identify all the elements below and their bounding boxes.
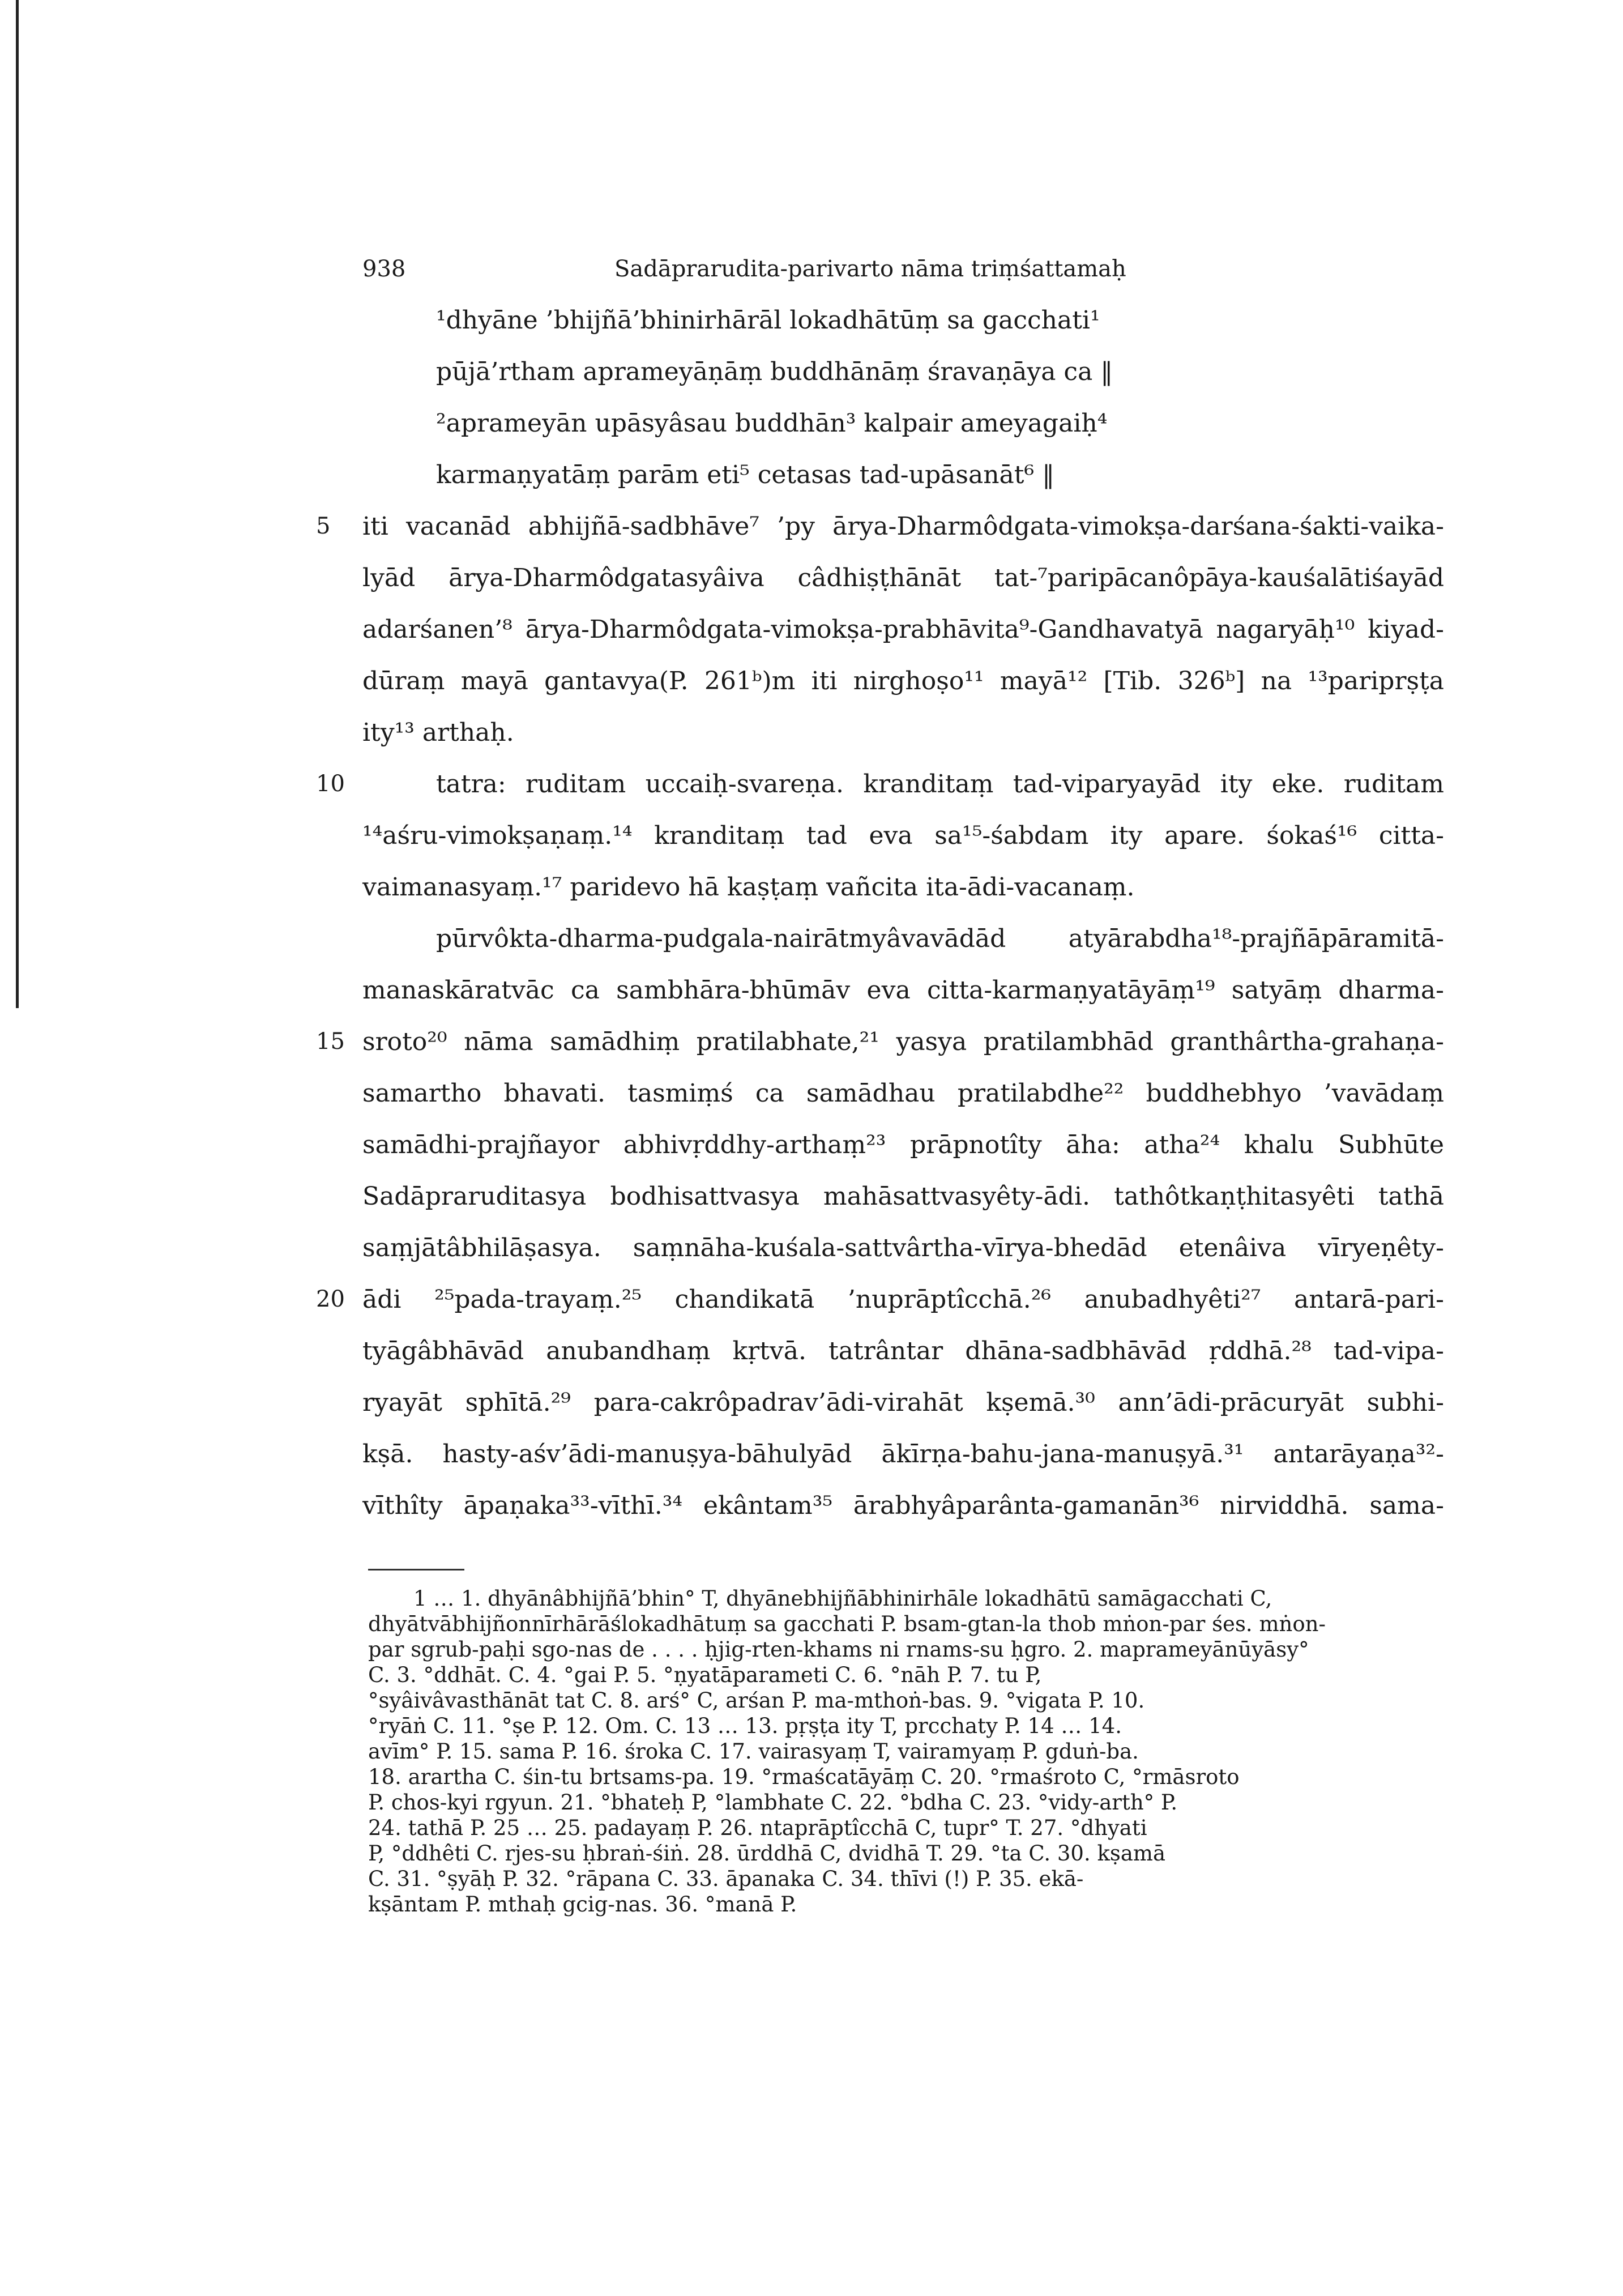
footnote-line: 1 … 1. dhyānâbhijñā’bhin° T, dhyānebhijñābhinirhāle lokadhātū samāgacchati C, <box>413 1586 1272 1611</box>
text-line <box>362 449 1444 501</box>
footnote-rule <box>368 1569 464 1571</box>
text-line <box>362 655 1444 707</box>
line-text: samādhi-prajñayor abhivṛddhy-arthaṃ²³ prāpnotîty āha: atha²⁴ khalu Subhūte <box>362 1130 1444 1159</box>
line-text: ¹⁴aśru-vimokṣaṇaṃ.¹⁴ kranditaṃ tad eva sa¹⁵-śabdam ity apare. śokaś¹⁶ citta- <box>362 821 1444 850</box>
line-text: dūraṃ mayā gantavya(P. 261ᵇ)m iti nirghoṣo¹¹ mayā¹² [Tib. 326ᵇ] na ¹³pariprṣṭa <box>362 667 1444 695</box>
footnote-line: dhyātvābhijñonnīrhārāślokadhātuṃ sa gacchati P. bsam-gtan-la thob mṅon-par śes. mṅon- <box>368 1612 1326 1636</box>
line-number: 20 <box>316 1286 345 1312</box>
line-text: pūjā’rtham aprameyāṇāṃ buddhānāṃ śravaṇāya ca ‖ <box>436 357 1113 386</box>
footnote-line: °ryāṅ C. 11. °ṣe P. 12. Om. C. 13 … 13. pṛṣṭa ity T, prcchaty P. 14 … 14. <box>368 1714 1122 1738</box>
page-number: 938 <box>362 256 406 282</box>
text-line <box>362 1068 1444 1119</box>
line-text: vaimanasyaṃ.¹⁷ paridevo hā kaṣṭaṃ vañcita ita-ādi-vacanaṃ. <box>362 873 1135 902</box>
line-text: tyāgâbhāvād anubandhaṃ kṛtvā. tatrântar dhāna-sadbhāvād ṛddhā.²⁸ tad-vipa- <box>362 1337 1444 1365</box>
line-text: lyād ārya-Dharmôdgatasyâiva câdhiṣṭhānāt tat-⁷paripācanôpāya-kauśalātiśayād <box>362 564 1444 592</box>
line-text: pūrvôkta-dharma-pudgala-nairātmyâvavādād atyārabdha¹⁸-prajñāpāramitā- <box>436 924 1444 953</box>
footnote-line: 24. tathā P. 25 … 25. padayaṃ P. 26. ntaprāptîcchā C, tupr° T. 27. °dhyati <box>368 1816 1147 1840</box>
footnotes <box>368 1586 1450 1917</box>
text-line <box>362 1119 1444 1171</box>
line-text: Sadāpraruditasya bodhisattvasya mahāsattvasyêty-ādi. tathôtkaṇṭhitasyêti tathā <box>362 1182 1444 1211</box>
footnote-line: °syâivâvasthānāt tat C. 8. arś° C, arśan P. ma-mthoṅ-bas. 9. °vigata P. 10. <box>368 1688 1145 1713</box>
footnote-line: avīm° P. 15. sama P. 16. śroka C. 17. vairasyaṃ T, vairamyaṃ P. gduṅ-ba. <box>368 1739 1139 1764</box>
line-number: 10 <box>316 771 345 797</box>
text-line <box>362 604 1444 655</box>
text-line <box>362 1222 1444 1274</box>
line-text: samartho bhavati. tasmiṃś ca samādhau pratilabdhe²² buddhebhyo ’vavādaṃ <box>362 1079 1444 1108</box>
text-line <box>362 1428 1444 1480</box>
line-number: 15 <box>316 1028 345 1055</box>
text-line <box>362 552 1444 604</box>
line-number: 5 <box>316 513 331 539</box>
text-line <box>362 295 1444 346</box>
footnote-line: par sgrub-paḥi sgo-nas de . . . . ḥjig-rten-khams ni rnams-su ḥgro. 2. maprameyānūyāsy° <box>368 1637 1309 1662</box>
line-text: manaskāratvāc ca sambhāra-bhūmāv eva citta-karmaṇyatāyāṃ¹⁹ satyāṃ dharma- <box>362 976 1444 1005</box>
line-text: adarśanen’⁸ ārya-Dharmôdgata-vimokṣa-prabhāvita⁹-Gandhavatyā nagaryāḥ¹⁰ kiyad- <box>362 615 1444 644</box>
footnote-line: 18. arartha C. śin-tu brtsams-pa. 19. °rmaścatāyāṃ C. 20. °rmaśroto C, °rmāsroto <box>368 1765 1240 1789</box>
footnote-line: P. chos-kyi rgyun. 21. °bhateḥ P, °lambhate C. 22. °bdha C. 23. °vidy-arth° P. <box>368 1790 1178 1815</box>
line-text: ādi ²⁵pada-trayaṃ.²⁵ chandikatā ’nuprāptîcchā.²⁶ anubadhyêti²⁷ antarā-pari- <box>362 1285 1444 1314</box>
line-text: ¹dhyāne ’bhijñā’bhinirhārāl lokadhātūṃ sa gacchati¹ <box>436 306 1100 335</box>
running-head <box>362 256 1438 296</box>
text-line <box>316 758 1444 810</box>
text-line <box>316 1016 1444 1068</box>
text-line <box>362 1325 1444 1377</box>
text-line <box>362 1377 1444 1428</box>
text-line <box>362 1480 1444 1531</box>
line-text: karmaṇyatāṃ parām eti⁵ cetasas tad-upāsanāt⁶ ‖ <box>436 460 1055 489</box>
line-text: ²aprameyān upāsyâsau buddhān³ kalpair ameyagaiḥ⁴ <box>436 409 1108 438</box>
line-text: tatra: ruditam uccaiḥ-svareṇa. kranditaṃ tad-viparyayād ity eke. ruditam <box>436 770 1444 799</box>
text-line <box>362 810 1444 861</box>
main-text <box>316 295 1444 1531</box>
line-text: kṣā. hasty-aśv’ādi-manuṣya-bāhulyād ākīrṇa-bahu-jana-manuṣyā.³¹ antarāyaṇa³²- <box>362 1440 1444 1469</box>
line-text: sroto²⁰ nāma samādhiṃ pratilabhate,²¹ yasya pratilambhād granthârtha-grahaṇa- <box>362 1027 1444 1056</box>
text-line <box>362 1171 1444 1222</box>
text-line <box>362 398 1444 449</box>
line-text: iti vacanād abhijñā-sadbhāve⁷ ’py ārya-Dharmôdgata-vimokṣa-darśana-śakti-vaika- <box>362 512 1444 541</box>
text-line <box>362 707 1444 758</box>
text-line <box>362 913 1444 965</box>
text-line <box>362 965 1444 1016</box>
text-line <box>316 1274 1444 1325</box>
line-text: ity¹³ arthaḥ. <box>362 718 514 747</box>
footnote-line: C. 3. °ddhāt. C. 4. °gai P. 5. °ṇyatāparameti C. 6. °nāh P. 7. tu P, <box>368 1663 1042 1687</box>
line-text: vīthîty āpaṇaka³³-vīthī.³⁴ ekântam³⁵ ārabhyâparânta-gamanān³⁶ nirviddhā. sama- <box>362 1491 1444 1520</box>
text-line <box>362 861 1444 913</box>
text-line <box>362 346 1444 398</box>
footnote-line: C. 31. °ṣyāḥ P. 32. °rāpana C. 33. āpanaka C. 34. thīvi (!) P. 35. ekā- <box>368 1867 1084 1891</box>
text-line <box>316 501 1444 552</box>
running-title: Sadāprarudita-parivarto nāma triṃśattamaḥ <box>614 256 1126 282</box>
line-text: saṃjātâbhilāṣasya. saṃnāha-kuśala-sattvârtha-vīrya-bhedād etenâiva vīryeṇêty- <box>362 1234 1444 1262</box>
footnote-line: kṣāntam P. mthaḥ gcig-nas. 36. °manā P. <box>368 1892 797 1917</box>
margin-rule <box>16 0 19 1008</box>
footnote-line: P, °ddhêti C. rjes-su ḥbraṅ-śiṅ. 28. ūrddhā C, dvidhā T. 29. °ta C. 30. kṣamā <box>368 1841 1166 1866</box>
line-text: ryayāt sphītā.²⁹ para-cakrôpadrav’ādi-virahāt kṣemā.³⁰ ann’ādi-prācuryāt subhi- <box>362 1388 1444 1417</box>
